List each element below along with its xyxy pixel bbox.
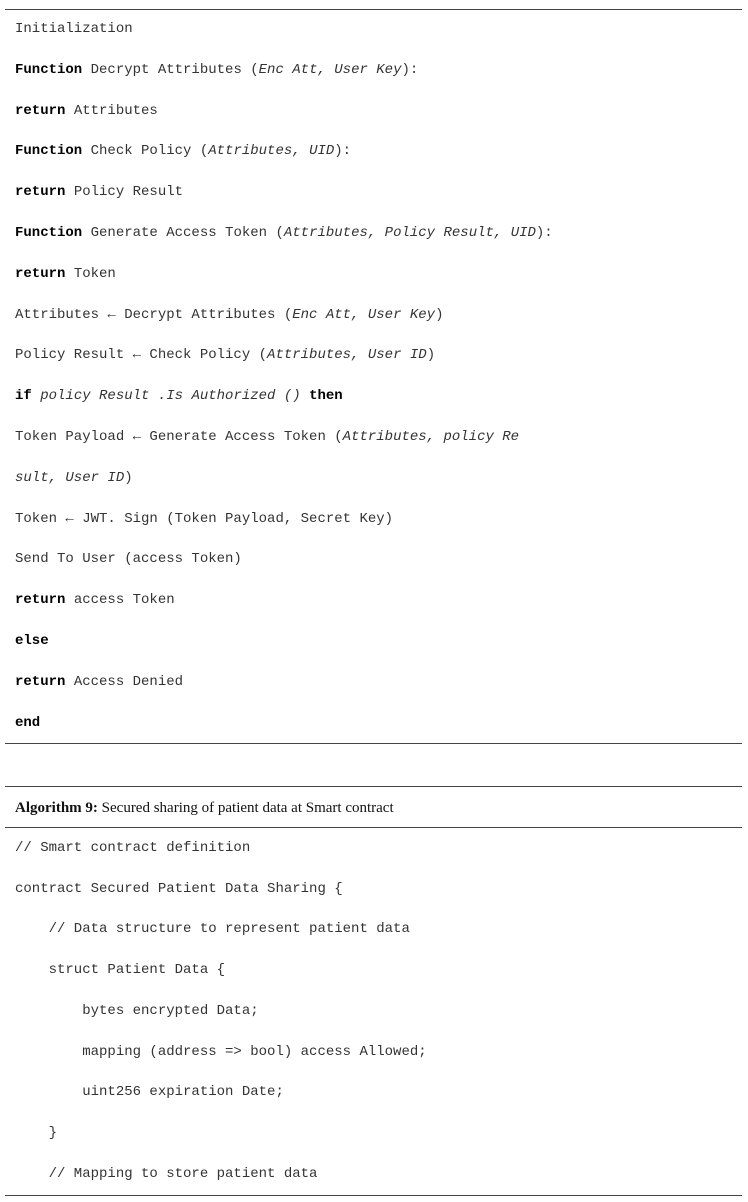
algorithm-9-line-9 [15, 1165, 317, 1183]
keyword: return [15, 184, 66, 201]
keyword: else [15, 633, 49, 649]
algorithm-8-line-10 [15, 387, 343, 405]
code-text: ): [535, 225, 553, 241]
algorithm-8-line-8 [15, 306, 443, 324]
algorithm-9-line-3 [15, 920, 410, 938]
algorithm-8-line-18 [15, 714, 40, 732]
code-text: access Token [65, 592, 175, 609]
algorithm-8-line-12 [15, 469, 133, 487]
algorithm-8-line-6 [15, 224, 553, 242]
code-text [32, 388, 40, 404]
algorithm-9-line-5 [15, 1002, 259, 1020]
code-text: Generate Access Token ( [82, 225, 284, 241]
code-text: Initialization [15, 21, 133, 37]
keyword: return [15, 102, 66, 119]
keyword: end [15, 714, 41, 731]
code-text [301, 388, 309, 404]
algorithm-9-line-7 [15, 1083, 284, 1101]
algorithm-9-line-8 [15, 1124, 57, 1142]
keyword: Function [15, 225, 83, 241]
algorithm-9-line-4 [15, 961, 225, 979]
code-text: } [15, 1124, 58, 1141]
argument-text: Enc Att, User Key [292, 306, 436, 323]
code-text: Attributes ← Decrypt Attributes ( [15, 306, 293, 323]
top-rule [5, 9, 742, 10]
algorithm-9-label: Algorithm 9: [15, 800, 98, 816]
code-text: struct Patient Data { [15, 962, 226, 979]
code-text: // Data structure to represent patient data [15, 921, 410, 938]
code-text: Token [65, 265, 116, 282]
block1-bottom-rule [5, 743, 742, 744]
code-text: uint256 expiration Date; [15, 1084, 284, 1101]
argument-text: Attributes, Policy Result, UID [283, 225, 536, 241]
code-text: Policy Result ← Check Policy ( [15, 347, 268, 364]
code-text: ) [426, 347, 436, 364]
code-text: // Mapping to store patient data [15, 1165, 318, 1182]
algorithm-9-caption [15, 798, 394, 818]
algorithm-9-line-1 [15, 839, 250, 857]
keyword: return [15, 265, 66, 282]
algorithm-9-top-rule [5, 786, 742, 787]
algorithm-8-line-3 [15, 102, 158, 120]
keyword: Function [15, 143, 83, 160]
code-text: mapping (address => bool) access Allowed; [15, 1043, 427, 1060]
code-text: // Smart contract definition [15, 840, 251, 856]
algorithm-8-line-16 [15, 632, 49, 650]
code-text: ): [401, 61, 419, 78]
algorithm-8-line-13 [15, 510, 393, 528]
code-text: Token Payload ← Generate Access Token ( [15, 429, 343, 445]
argument-text: Attributes, User ID [267, 347, 427, 364]
algorithm-8-line-5 [15, 183, 183, 201]
keyword: then [309, 388, 343, 405]
code-text: Decrypt Attributes ( [82, 61, 259, 78]
code-text: contract Secured Patient Data Sharing { [15, 880, 343, 897]
argument-text: Enc Att, User Key [258, 61, 402, 78]
algorithm-9-header-rule [5, 827, 742, 828]
code-text: ) [435, 306, 444, 323]
code-text: Policy Result [65, 184, 184, 201]
code-text: bytes encrypted Data; [15, 1002, 259, 1019]
keyword: if [15, 388, 32, 405]
code-text: Token ← JWT. Sign (Token Payload, Secret Key) [15, 510, 394, 527]
code-text: ) [124, 469, 133, 486]
algorithm-8-line-15 [15, 591, 175, 609]
code-text: Send To User (access Token) [15, 551, 242, 568]
argument-text: policy Result .Is Authorized () [40, 388, 301, 405]
algorithm-8-line-17 [15, 673, 183, 691]
argument-text: sult, User ID [15, 469, 125, 486]
argument-text: Attributes, UID [208, 143, 335, 160]
algorithm-8-line-9 [15, 346, 435, 364]
bottom-rule [5, 1195, 742, 1196]
code-text: ): [334, 143, 352, 160]
algorithm-8-line-14 [15, 550, 242, 568]
algorithm-9-line-2 [15, 880, 343, 898]
algorithm-9-title: Secured sharing of patient data at Smart contract [97, 800, 394, 816]
algorithm-8-line-1 [15, 20, 133, 38]
code-text: Attributes [65, 102, 158, 119]
code-text: Check Policy ( [82, 143, 209, 160]
algorithm-9-line-6 [15, 1043, 427, 1061]
algorithm-8-line-7 [15, 265, 116, 283]
keyword: return [15, 592, 66, 609]
code-text: Access Denied [65, 673, 184, 690]
keyword: Function [15, 61, 83, 78]
algorithm-8-line-2 [15, 61, 418, 79]
keyword: return [15, 673, 66, 690]
argument-text: Attributes, policy Re [342, 429, 520, 445]
algorithm-8-line-4 [15, 142, 351, 160]
algorithm-8-line-11 [15, 428, 519, 446]
